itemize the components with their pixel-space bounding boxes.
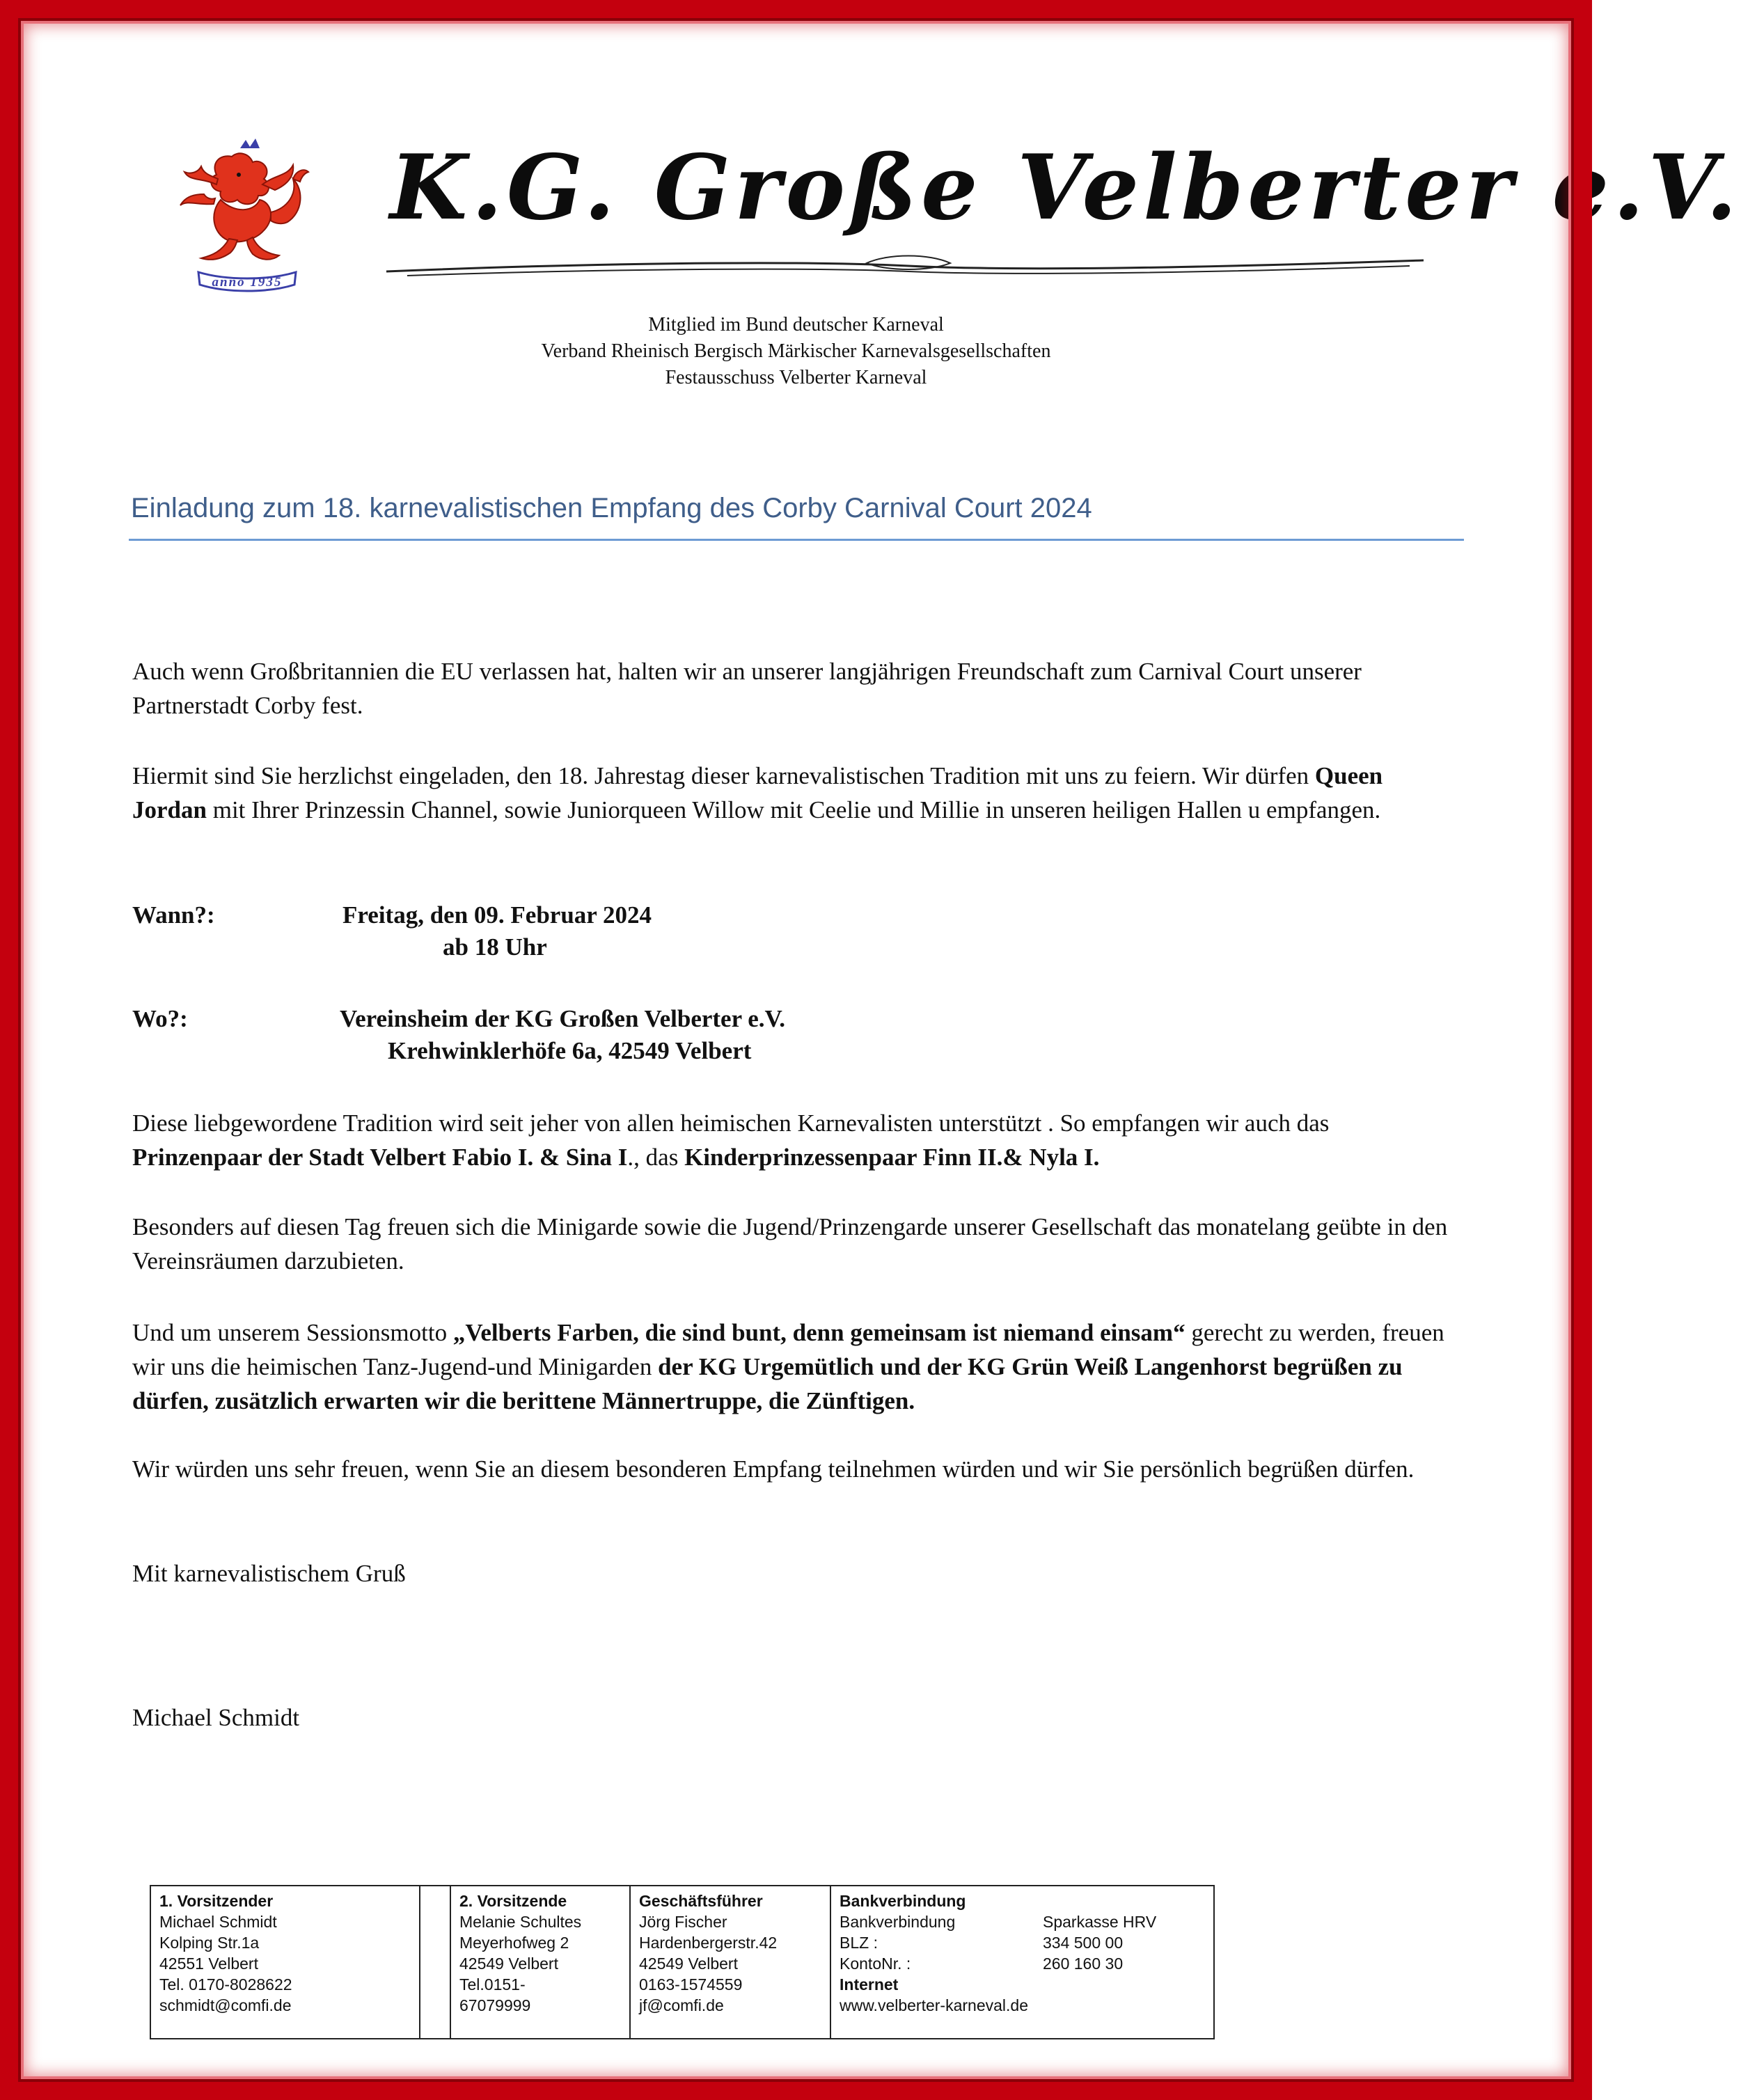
when-label: Wann?: [132,901,215,929]
guest-groups: der KG Urgemütlich und der KG Grün Weiß Langenhorst begrüßen zu dürfen, zusätzlich erwarten wir die berittene Männertruppe, die Zünftigen. [132,1353,1403,1414]
bank-value: 260 160 30 [1043,1955,1124,1973]
paragraph-6 [132,1452,1462,1486]
footer-heading: Geschäftsführer [639,1892,763,1910]
footer-heading: Bankverbindung [840,1892,966,1910]
footer-line: Jörg Fischer [639,1913,727,1931]
event-address: Krehwinklerhöfe 6a, 42549 Velbert [388,1037,752,1064]
queen-name: Queen Jordan [132,762,1383,823]
paragraph-2-part: Hiermit sind Sie herzlichst eingeladen, den 18. Jahrestag dieser karnevalistischen Tradition mit uns zu feiern. Wir dürfen [132,762,1315,789]
footer-chair1 [151,1886,419,2038]
paragraph-5-text [132,1316,1462,1418]
footer-line: Tel.0151- [459,1975,526,1994]
footer-line: 0163-1574559 [639,1975,743,1994]
paragraph-2 [132,759,1462,827]
paragraph-3 [132,1106,1462,1174]
footer-line: Tel. 0170-8028622 [159,1975,292,1994]
paragraph-5-part: gerecht zu werden, freuen wir uns die heimischen Tanz-Jugend-und Minigarden [132,1319,1444,1380]
letter-title: Einladung zum 18. karnevalistischen Empfang des Corby Carnival Court 2024 [131,493,1092,523]
footer-bank-row [840,1932,1214,1953]
closing-text: Mit karnevalistischem Gruß [132,1560,406,1587]
footer-line: Michael Schmidt [159,1913,277,1931]
footer-bank [831,1886,1214,2038]
membership-line: Mitglied im Bund deutscher Karneval [648,314,944,335]
bank-value: Sparkasse HRV [1043,1913,1157,1931]
paragraph-2-text [132,759,1462,827]
website-link[interactable]: www.velberter-karneval.de [840,1996,1029,2014]
bank-label: Bankverbindung [840,1913,956,1931]
footer-chair2 [451,1886,629,2038]
footer-line: jf@comfi.de [639,1996,724,2014]
bank-label: KontoNr. : [840,1955,911,1973]
footer-line: Meyerhofweg 2 [459,1934,569,1952]
club-name: K.G. Große Velberter e.V. [390,136,1741,240]
footer-line: 67079999 [459,1996,531,2014]
footer-heading: 2. Vorsitzende [459,1892,567,1910]
footer-line: 42551 Velbert [159,1955,258,1973]
paragraph-3-text [132,1106,1462,1174]
memberships [0,312,1592,391]
bank-value: 334 500 00 [1043,1934,1124,1952]
title-underline [129,539,1464,541]
where-label: Wo?: [132,1005,188,1032]
paragraph-5-part: Und um unserem Sessionsmotto [132,1319,453,1346]
footer-line: 42549 Velbert [459,1955,558,1973]
membership-line: Verband Rheinisch Bergisch Märkischer Karnevalsgesellschaften [541,340,1051,362]
footer-heading: 1. Vorsitzender [159,1892,274,1910]
lion-crest-logo [171,136,324,296]
paragraph-4 [132,1210,1462,1278]
paragraph-3-part: Diese liebgewordene Tradition wird seit jeher von allen heimischen Karnevalisten unterstützt . So empfangen wir auch das [132,1110,1330,1137]
logo-ribbon-text: anno 1935 [212,275,283,290]
footer-heading: Internet [840,1975,899,1994]
paragraph-5 [132,1316,1462,1418]
footer-line: Hardenbergerstr.42 [639,1934,778,1952]
event-date: Freitag, den 09. Februar 2024 [342,901,652,929]
footer-line: 42549 Velbert [639,1955,738,1973]
event-time: ab 18 Uhr [443,933,547,961]
paragraph-1-text: Auch wenn Großbritannien die EU verlassen hat, halten wir an unserer langjährigen Freundschaft zum Carnival Court unserer Partnerstadt Corby fest. [132,658,1362,719]
footer-manager [631,1886,830,2038]
session-motto: „Velberts Farben, die sind bunt, denn gemeinsam ist niemand einsam“ [452,1319,1185,1346]
bank-label: BLZ : [840,1934,878,1952]
footer-divider [419,1886,420,2038]
footer-line: schmidt@comfi.de [159,1996,292,2014]
footer-line: Kolping Str.1a [159,1934,260,1952]
event-venue: Vereinsheim der KG Großen Velberter e.V. [340,1005,786,1032]
paragraph-1 [132,654,1462,723]
paragraph-3-part: ., das [627,1144,685,1171]
decorative-flourish [379,251,1431,285]
paragraph-4-text: Besonders auf diesen Tag freuen sich die Minigarde sowie die Jugend/Prinzengarde unserer Gesellschaft das monatelang geübte in den Vereinsräumen darzubieten. [132,1213,1448,1274]
signature [132,1700,1462,1735]
children-prince-couple: Kinderprinzessenpaar Finn II.& Nyla I. [684,1144,1100,1171]
footer-contact-table [150,1885,1215,2039]
footer-line: Melanie Schultes [459,1913,582,1931]
prince-couple: Prinzenpaar der Stadt Velbert Fabio I. & Sina I [132,1144,628,1171]
footer-bank-row [840,1953,1214,1974]
membership-line: Festausschuss Velberter Karneval [665,367,927,388]
closing [132,1556,1462,1590]
footer-bank-row [840,1911,1214,1932]
paragraph-6-text: Wir würden uns sehr freuen, wenn Sie an diesem besonderen Empfang teilnehmen würden und wir Sie persönlich begrüßen dürfen. [132,1455,1415,1483]
paragraph-2-part: mit Ihrer Prinzessin Channel, sowie Juniorqueen Willow mit Ceelie und Millie in unseren heiligen Hallen u empfangen. [206,796,1381,823]
signature-name: Michael Schmidt [132,1704,300,1731]
